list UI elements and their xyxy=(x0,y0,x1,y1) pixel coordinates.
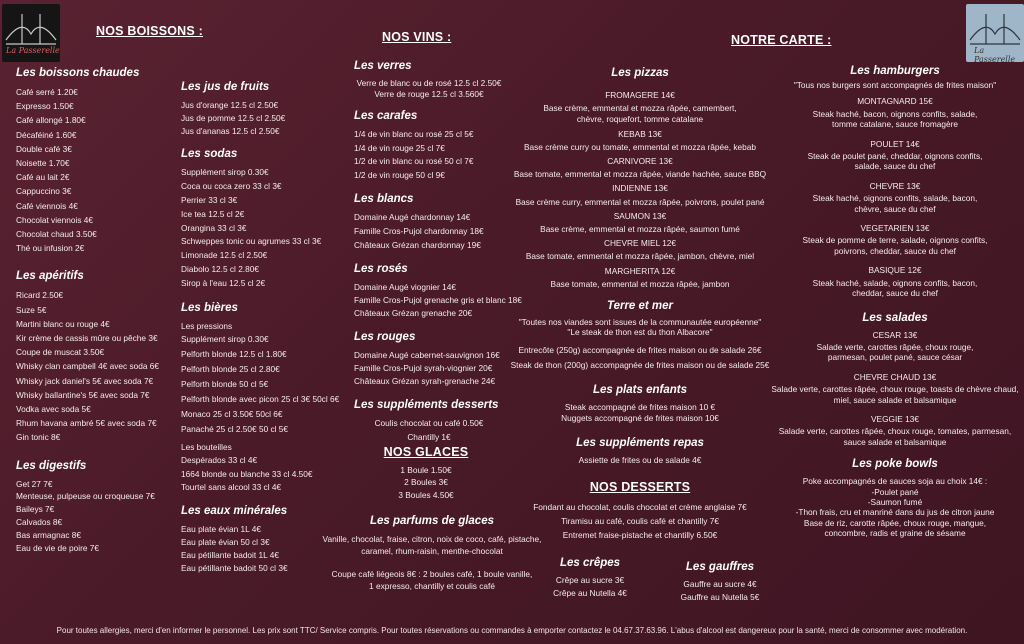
menu-item: Famille Cros-Pujol syrah-viognier 20€ xyxy=(354,363,493,374)
menu-item: Café serré 1.20€ xyxy=(16,87,78,97)
bieres-title: Les bières xyxy=(181,301,238,314)
glaces-title: NOS GLACES xyxy=(383,445,469,459)
menu-text: 1 expresso, chantilly et coulis café xyxy=(369,580,495,591)
menu-item: 1/4 de vin rouge 25 cl 7€ xyxy=(354,142,445,153)
menu-item: Domaine Augé chardonnay 14€ xyxy=(354,212,471,223)
burger-item xyxy=(770,223,1020,256)
salad-item xyxy=(770,414,1020,447)
menu-item: Fondant au chocolat, coulis chocolat et crème anglaise 7€ xyxy=(533,502,747,512)
menu-item: Jus d'orange 12.5 cl 2.50€ xyxy=(181,100,279,110)
menu-note: "Toutes nos viandes sont issues de la communautée européenne" xyxy=(518,317,762,328)
menu-item: Supplément sirop 0.30€ xyxy=(181,334,269,345)
menu-text: -Saumon fumé xyxy=(867,496,923,507)
burger-item xyxy=(770,265,1020,298)
burger-item-name: MONTAGNARD 15€ xyxy=(857,96,933,107)
menu-item: 1664 blonde ou blanche 33 cl 4.50€ xyxy=(181,468,313,479)
roses-title: Les rosés xyxy=(354,263,408,276)
pizza-item-name: SAUMON 13€ xyxy=(613,210,667,221)
carafes-title: Les carafes xyxy=(354,110,418,122)
menu-item: Assiette de frites ou de salade 4€ xyxy=(578,455,702,466)
pizza-item-name: CARNIVORE 13€ xyxy=(607,156,673,167)
salad-item xyxy=(770,330,1020,363)
menu-item: Crêpe au sucre 3€ xyxy=(555,575,625,585)
burger-item xyxy=(770,96,1020,129)
salad-item-desc: Salade verte, carottes râpée, choux rouge, xyxy=(816,341,974,352)
salad-item-desc: miel, sauce salade et balsamique xyxy=(833,394,957,405)
salad-item xyxy=(770,372,1020,405)
sodas-title: Les sodas xyxy=(181,148,238,161)
hamburgers-note: "Tous nos burgers sont accompagnés de frites maison" xyxy=(793,80,997,90)
menu-item: Expresso 1.50€ xyxy=(16,101,74,112)
glaces-block xyxy=(356,446,496,501)
menu-item: Eau plate évian 1L 4€ xyxy=(181,524,261,535)
burger-item-desc: Steak haché, bacon, oignons confits, salade, xyxy=(812,108,978,119)
pressions-title: Les pressions xyxy=(181,320,233,331)
burger-item-desc: tomme catalane, sauce fromagère xyxy=(832,119,958,130)
menu-item: Gin tonic 8€ xyxy=(16,432,61,443)
burger-item-name: BASIQUE 12€ xyxy=(868,265,922,276)
menu-item: Café viennois 4€ xyxy=(16,200,78,211)
boissons-col-1 xyxy=(16,62,181,554)
menu-item: Décaféiné 1.60€ xyxy=(16,129,77,140)
burger-item xyxy=(770,139,1020,172)
pizzas-title: Les pizzas xyxy=(611,67,669,79)
boissons-title: NOS BOISSONS : xyxy=(96,24,203,38)
menu-item: Jus de pomme 12.5 cl 2.50€ xyxy=(181,112,286,123)
pizza-item-desc: Base tomate, emmental et mozza râpée, viande hachée, sauce BBQ xyxy=(513,169,767,180)
logo-text: La Passerelle xyxy=(6,46,60,55)
desserts-title: NOS DESSERTS xyxy=(589,480,691,494)
pizza-item xyxy=(500,266,780,290)
pizza-item-desc: Base tomate, emmental et mozza râpée, jambon xyxy=(550,278,730,289)
bouteilles-title: Les bouteilles xyxy=(181,442,232,453)
menu-item: Diabolo 12.5 cl 2.80€ xyxy=(181,263,259,274)
menu-item: Sirop à l'eau 12.5 cl 2€ xyxy=(181,277,266,288)
menu-item: Nuggets accompagné de frites maison 10€ xyxy=(561,413,719,424)
menu-item: Menteuse, pulpeuse ou croqueuse 7€ xyxy=(16,491,155,502)
menu-item: Domaine Augé cabernet-sauvignon 16€ xyxy=(354,350,500,361)
menu-item: Gauffre au Nutella 5€ xyxy=(680,592,760,602)
pizza-item xyxy=(500,156,780,180)
gauffres-block xyxy=(670,556,770,604)
crepes-block xyxy=(540,552,640,600)
menu-item: Châteaux Grézan chardonnay 19€ xyxy=(354,239,481,250)
vins-title: NOS VINS : xyxy=(382,30,452,44)
rouges-title: Les rouges xyxy=(354,331,416,344)
menu-item: Whisky ballantine's 5€ avec soda 7€ xyxy=(16,389,150,400)
menu-item: Vodka avec soda 5€ xyxy=(16,404,91,415)
pizza-item-desc: Base tomate, emmental et mozza râpée, jambon, chèvre, miel xyxy=(525,251,755,262)
menu-item: Pelforth blonde 12.5 cl 1.80€ xyxy=(181,349,287,360)
salades-title: Les salades xyxy=(862,311,928,324)
menu-item: Verre de blanc ou de rosé 12.5 cl 2.50€ xyxy=(356,78,502,88)
menu-item: 1/2 de vin blanc ou rosé 50 cl 7€ xyxy=(354,156,474,167)
menu-item: Orangina 33 cl 3€ xyxy=(181,222,247,233)
hamburgers-title: Les hamburgers xyxy=(850,65,940,77)
salad-item-name: CESAR 13€ xyxy=(872,329,918,340)
menu-text: Base de riz, carotte râpée, choux rouge, mangue, xyxy=(803,517,987,528)
pizza-item-desc: Base crème, emmental et mozza râpée, saumon fumé xyxy=(540,224,740,235)
parfums-title: Les parfums de glaces xyxy=(370,515,494,527)
menu-item: Whisky jack daniel's 5€ avec soda 7€ xyxy=(16,375,154,386)
menu-item: Noisette 1.70€ xyxy=(16,158,70,169)
boissons-col-2 xyxy=(181,76,351,575)
menu-item: Calvados 8€ xyxy=(16,517,63,528)
burger-item-name: POULET 14€ xyxy=(870,138,920,149)
menu-item: Châteaux Grézan syrah-grenache 24€ xyxy=(354,376,496,387)
pizza-item-name: INDIENNE 13€ xyxy=(612,183,668,194)
pizza-item xyxy=(500,238,780,262)
pizza-item-desc: Base crème, emmental et mozza râpée, camembert, xyxy=(543,103,737,114)
menu-item: Ricard 2.50€ xyxy=(16,290,64,301)
vins-col xyxy=(354,55,522,444)
pizza-item-desc: Base crème curry ou tomate, emmental et mozza râpée, kebab xyxy=(524,141,756,152)
pizza-item-name: FROMAGERE 14€ xyxy=(605,90,675,100)
menu-item: 1/2 de vin rouge 50 cl 9€ xyxy=(354,169,445,180)
menu-item: Coca ou coca zero 33 cl 3€ xyxy=(181,181,282,192)
menu-item: Limonade 12.5 cl 2.50€ xyxy=(181,250,268,261)
menu-item: Eau pétillante badoit 1L 4€ xyxy=(181,549,279,560)
pizza-item-name: KEBAB 13€ xyxy=(618,128,662,139)
burger-item-desc: poivrons, cheddar, sauce du chef xyxy=(834,245,956,256)
menu-item: Thé ou infusion 2€ xyxy=(16,243,85,254)
menu-item: Steak de thon (200g) accompagnée de frites maison ou de salade 25€ xyxy=(510,360,770,371)
jus-title: Les jus de fruits xyxy=(181,81,270,93)
burger-item-name: VEGETARIEN 13€ xyxy=(860,223,930,234)
salad-item-desc: parmesan, poulet pané, sauce césar xyxy=(827,352,963,363)
menu-text: -Thon frais, cru et manriné dans du jus de citron jaune xyxy=(795,507,995,518)
menu-item: 3 Boules 4.50€ xyxy=(398,489,454,500)
menu-item: Whisky clan campbell 4€ avec soda 6€ xyxy=(16,361,159,372)
pizza-item xyxy=(500,90,780,126)
menu-item: Châteaux Grézan grenache 20€ xyxy=(354,308,473,319)
digestifs-title: Les digestifs xyxy=(16,459,87,472)
supp-repas-title: Les suppléments repas xyxy=(576,437,704,450)
burger-item-desc: Steak haché, salade, oignons confits, bacon, xyxy=(812,277,978,288)
salad-item-desc: Salade verte, carottes râpée, choux rouge, toasts de chèvre chaud, xyxy=(771,384,1019,395)
pizza-item-name: MARGHERITA 12€ xyxy=(604,265,676,276)
carte-col xyxy=(500,62,780,467)
menu-item: Despérados 33 cl 4€ xyxy=(181,455,258,466)
menu-item: Entremet fraise-pistache et chantilly 6.50€ xyxy=(562,530,718,540)
salad-item-name: VEGGIE 13€ xyxy=(871,413,919,424)
menu-text: concombre, radis et graine de sésame xyxy=(824,528,966,539)
menu-item: Supplément sirop 0.30€ xyxy=(181,167,269,178)
menu-item: Pelforth blonde 50 cl 5€ xyxy=(181,379,269,390)
menu-item: Entrecôte (250g) accompagnée de frites maison ou de salade 26€ xyxy=(518,345,762,356)
logo-left xyxy=(2,4,60,62)
enfants-title: Les plats enfants xyxy=(593,384,687,397)
menu-item: Tourtel sans alcool 33 cl 4€ xyxy=(181,481,282,492)
pizza-item-desc: Base crème curry, emmental et mozza râpée, poivrons, poulet pané xyxy=(515,196,765,207)
gauffres-title: Les gauffres xyxy=(685,561,755,573)
menu-item: Schweppes tonic ou agrumes 33 cl 3€ xyxy=(181,236,322,247)
menu-item: Baileys 7€ xyxy=(16,504,55,515)
menu-item: Cappuccino 3€ xyxy=(16,186,72,197)
menu-item: Chocolat chaud 3.50€ xyxy=(16,229,97,240)
menu-item: Pelforth blonde avec picon 25 cl 3€ 50cl 6€ xyxy=(181,394,340,405)
footer-note: Pour toutes allergies, merci d'en informer le personnel. Les prix sont TTC/ Service compris. Pour toutes réservations ou commandes à emporter contactez le 04.67.37.63.96. L'abus d'alcool est dangereux pour la santé, merci de consommer avec modération. xyxy=(56,626,968,635)
verres-title: Les verres xyxy=(354,60,412,72)
burger-item-desc: Steak haché, oignons confits, salade, bacon, xyxy=(812,193,978,204)
menu-item: Martini blanc ou rouge 4€ xyxy=(16,318,110,329)
menu-item: Suze 5€ xyxy=(16,304,47,315)
menu-item: Eau plate évian 50 cl 3€ xyxy=(181,537,270,548)
desserts-block xyxy=(500,480,780,542)
menu-note: "Le steak de thon est du thon Albacore" xyxy=(567,326,713,337)
crepes-title: Les crêpes xyxy=(559,557,621,569)
menu-item: Pelforth blonde 25 cl 2.80€ xyxy=(181,364,280,375)
menu-item: Eau de vie de poire 7€ xyxy=(16,542,100,553)
menu-item: 2 Boules 3€ xyxy=(404,477,448,488)
menu-item: Double café 3€ xyxy=(16,143,72,154)
burger-item-desc: cheddar, sauce du chef xyxy=(852,288,938,299)
menu-text: caramel, rhum-raisin, menthe-chocolat xyxy=(361,545,503,556)
carte-col-right xyxy=(770,60,1020,539)
menu-item: Monaco 25 cl 3.50€ 50cl 6€ xyxy=(181,409,283,420)
menu-text: -Poulet pané xyxy=(871,486,919,497)
menu-item: Famille Cros-Pujol chardonnay 18€ xyxy=(354,225,484,236)
menu-item: Panaché 25 cl 2.50€ 50 cl 5€ xyxy=(181,424,289,435)
logo-text: La Passerelle xyxy=(974,46,1016,64)
menu-item: Café allongé 1.80€ xyxy=(16,115,86,126)
menu-item: Perrier 33 cl 3€ xyxy=(181,194,238,205)
logo-right xyxy=(966,4,1024,62)
menu-item: Crêpe au Nutella 4€ xyxy=(553,588,627,598)
poke-title: Les poke bowls xyxy=(852,458,938,471)
pizza-item xyxy=(500,183,780,207)
burger-item-desc: Steak de pomme de terre, salade, oignons confits, xyxy=(802,235,988,246)
menu-item: Famille Cros-Pujol grenache gris et blanc 18€ xyxy=(354,295,522,306)
menu-item: Ice tea 12.5 cl 2€ xyxy=(181,208,245,219)
pizza-item xyxy=(500,129,780,153)
eaux-title: Les eaux minérales xyxy=(181,505,288,518)
menu-item: Coulis chocolat ou café 0.50€ xyxy=(374,418,484,429)
burger-item-desc: Steak de poulet pané, cheddar, oignons confits, xyxy=(807,151,983,162)
menu-item: Steak accompagné de frites maison 10 € xyxy=(564,402,716,413)
menu-text: Poke accompagnés de sauces soja au choix 14€ : xyxy=(802,476,988,487)
menu-item: Coupe de muscat 3.50€ xyxy=(16,347,105,358)
pizza-item-desc: chèvre, roquefort, tomme catalane xyxy=(576,114,704,125)
menu-item: Tiramisu au café, coulis café et chantilly 7€ xyxy=(561,516,719,526)
menu-item: Chantilly 1€ xyxy=(407,431,451,442)
menu-item: 1/4 de vin blanc ou rosé 25 cl 5€ xyxy=(354,129,474,139)
salad-item-desc: Salade verte, carottes râpée, choux rouge, tomates, parmesan, xyxy=(778,426,1012,437)
burger-item-desc: chèvre, sauce du chef xyxy=(854,203,936,214)
salad-item-desc: sauce salade et balsamique xyxy=(843,436,947,447)
burger-item-name: CHEVRE 13€ xyxy=(869,180,921,191)
menu-item: Eau pétillante badoit 50 cl 3€ xyxy=(181,562,288,573)
menu-item: Café au lait 2€ xyxy=(16,172,70,183)
salad-item-name: CHEVRE CHAUD 13€ xyxy=(853,371,937,382)
menu-item: Domaine Augé viognier 14€ xyxy=(354,282,456,293)
menu-text: Vanille, chocolat, fraise, citron, noix de coco, café, pistache, xyxy=(322,534,542,544)
menu-item: Jus d'ananas 12.5 cl 2.50€ xyxy=(181,125,280,136)
menu-text: Coupe café liégeois 8€ : 2 boules café, 1 boule vanille, xyxy=(331,569,533,579)
menu-item: Bas armagnac 8€ xyxy=(16,529,82,540)
terre-title: Terre et mer xyxy=(606,300,674,313)
blancs-title: Les blancs xyxy=(354,193,414,206)
chaudes-title: Les boissons chaudes xyxy=(16,67,140,79)
menu-item: Verre de rouge 12.5 cl 3.560€ xyxy=(374,88,484,99)
aperitifs-title: Les apéritifs xyxy=(16,270,84,283)
menu-item: Chocolat viennois 4€ xyxy=(16,214,94,225)
menu-item: Rhum havana ambré 5€ avec soda 7€ xyxy=(16,418,157,429)
burger-item xyxy=(770,181,1020,214)
menu-item: 1 Boule 1.50€ xyxy=(400,464,452,475)
menu-item: Get 27 7€ xyxy=(16,478,53,489)
menu-item: Kir crème de cassis mûre ou pêche 3€ xyxy=(16,333,158,344)
menu-item: Gauffre au sucre 4€ xyxy=(683,579,757,589)
pizza-item-name: CHEVRE MIEL 12€ xyxy=(603,238,677,249)
supplements-title: Les suppléments desserts xyxy=(354,399,499,412)
carte-title: NOTRE CARTE : xyxy=(731,33,832,47)
burger-item-desc: salade, sauce du chef xyxy=(854,161,936,172)
pizza-item xyxy=(500,211,780,235)
